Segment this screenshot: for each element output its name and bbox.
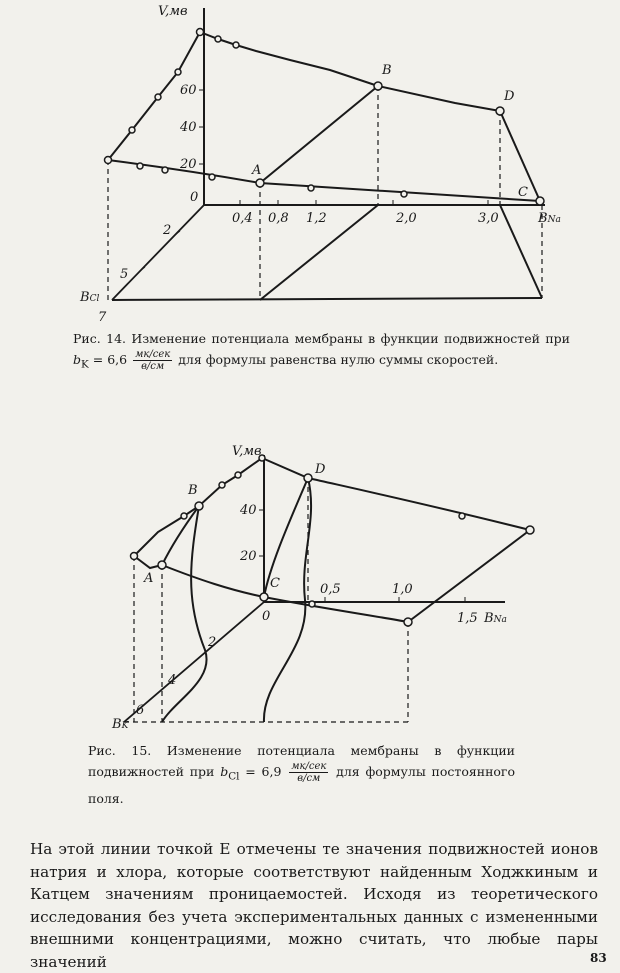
fig15-bk-letter: B	[112, 717, 122, 732]
fig15-x-tick-label: 1,5	[457, 611, 478, 626]
body-paragraph: На этой линии точкой E отмечены те значения подвижностей ионов натрия и хлора, которые соответствуют найденным Ходжкиным и Катцем значениям проницаемостей. Исходя из теоретического исследования без учета экспериментальных данных с измененными внешними концентрациями, можно считать, что любые пары значений	[30, 840, 598, 971]
fig14-data-point	[308, 185, 314, 191]
fig14-v-tick-label: 40	[180, 120, 197, 135]
fig14-depth-tick-label: 2	[163, 223, 172, 238]
fig14-depth-tick-label: 5	[120, 267, 129, 282]
fig14-x-tick-label: 3,0	[478, 211, 499, 226]
fig15-data-point	[309, 601, 315, 607]
fig14-data-point	[401, 191, 407, 197]
fig14-point-a-label: A	[252, 163, 262, 178]
fig15-data-point	[219, 482, 225, 488]
fig15-v-axis-label: V,мв	[232, 444, 262, 459]
fig14-caption-text: Рис. 14. Изменение потенциала мембраны в функции подвижностей при	[73, 331, 570, 346]
fig15-point-a-label: A	[144, 571, 154, 586]
fig14-data-point	[215, 36, 221, 42]
fig15-v-tick-label: 20	[240, 549, 257, 564]
fig15-v-tick-label: 40	[240, 503, 257, 518]
fig14-caption-den: в/см	[141, 361, 165, 372]
fig15-line-right	[408, 530, 530, 622]
fig14-point-d	[496, 107, 504, 115]
fig15-v-tick-label: 0	[262, 609, 271, 624]
fig14-point-c	[536, 197, 544, 205]
fig15-point-c	[260, 593, 268, 601]
fig14-data-point	[209, 174, 215, 180]
fig14-point-a	[256, 179, 264, 187]
fig15-curve-left	[134, 506, 199, 568]
fig14-bcl-axis-label	[79, 290, 99, 305]
fig14-bna-letter: B	[538, 211, 548, 226]
fig14-data-point	[105, 157, 112, 164]
fig14-bcl-axis	[112, 205, 204, 300]
fig15-caption-num: мк/сек	[291, 761, 327, 772]
fig15-data-point	[404, 618, 412, 626]
fig15-curve-dc-front	[264, 478, 311, 722]
fig14-v-tick-label: 60	[180, 83, 197, 98]
fig15-bna-subscript: Na	[493, 615, 507, 625]
fig14-caption-var: b	[73, 352, 82, 367]
fig14-bna-axis-label	[537, 211, 561, 226]
fig15-point-d-label: D	[315, 462, 326, 477]
fig15-bna-letter: B	[484, 611, 494, 626]
fig15-point-c-label: C	[270, 576, 280, 591]
fig14-depth-tick-label: 7	[98, 310, 107, 325]
fig14-bna-subscript: Na	[547, 215, 561, 225]
fig14-front-bottom	[112, 298, 542, 300]
fig15-depth-tick-label: 4	[168, 673, 177, 688]
fig14-point-b-label: B	[382, 63, 392, 78]
fig15-bk-subscript: K	[121, 721, 129, 731]
fig15-x-tick-label: 0,5	[320, 582, 341, 597]
fig15-data-point	[526, 526, 534, 534]
fig14-v-axis-label: V,мв	[158, 4, 188, 19]
fig15-bk-axis	[124, 602, 264, 722]
fig15-bna-axis-label	[483, 611, 507, 626]
fig14-point-d-label: D	[504, 89, 515, 104]
fig14-point-b	[374, 82, 382, 90]
fig15-point-d	[304, 474, 312, 482]
fig15-caption-var: b	[220, 764, 229, 779]
fig15-caption-text: Рис. 15. Изменение потенциала мембраны в функции подвижностей при	[88, 743, 515, 779]
fig14-data-point	[175, 69, 181, 75]
fig14-caption-var-sub: K	[81, 358, 89, 371]
fig14-bcl-subscript: Cl	[89, 294, 100, 304]
fig14-data-point	[129, 127, 135, 133]
fig14-v-tick-label: 20	[180, 157, 197, 172]
fig15-point-b-label: B	[188, 483, 198, 498]
fig15-caption-var-sub: Cl	[228, 770, 240, 783]
fig14-x-tick-label: 2,0	[396, 211, 417, 226]
fig15-caption-den: в/см	[297, 773, 321, 784]
fig14-data-point	[197, 29, 204, 36]
fig14-x-tick-label: 0,4	[232, 211, 253, 226]
fig14-caption-num: мк/сек	[135, 349, 171, 360]
fig15-data-point	[131, 553, 138, 560]
fig15-caption-fraction	[289, 761, 328, 784]
fig14-data-point	[137, 163, 143, 169]
fig14-line-ab	[260, 86, 378, 183]
fig14-caption-eq: = 6,6	[92, 352, 128, 367]
fig14-data-point	[233, 42, 239, 48]
figure-15-caption	[88, 740, 515, 809]
fig14-v-tick-label: 0	[190, 190, 199, 205]
fig15-point-a	[158, 561, 166, 569]
fig14-curve-a-line	[108, 160, 540, 201]
fig15-data-point	[459, 513, 465, 519]
fig15-caption-text-end: для формулы постоянного поля.	[88, 764, 515, 806]
fig15-x-tick-label: 1,0	[392, 582, 413, 597]
fig15-point-b	[195, 502, 203, 510]
fig14-point-c-label: C	[518, 185, 528, 200]
page-number: 83	[590, 951, 607, 965]
fig14-x-tick-label: 1,2	[306, 211, 327, 226]
fig15-depth-tick-label: 6	[136, 703, 145, 718]
fig15-curve-ac	[162, 565, 408, 622]
figure-14	[105, 8, 546, 300]
fig14-x-tick-label: 0,8	[268, 211, 289, 226]
fig14-bcl-letter: B	[80, 290, 90, 305]
fig15-data-point	[181, 513, 187, 519]
fig15-data-point	[235, 472, 241, 478]
fig14-caption-fraction	[133, 349, 172, 372]
fig14-curve-top	[200, 32, 500, 111]
fig15-caption-eq: = 6,9	[245, 764, 282, 779]
fig14-caption-text-end: для формулы равенства нулю суммы скоростей.	[178, 352, 499, 367]
figure-14-caption	[73, 328, 570, 376]
fig15-depth-tick-label: 2	[208, 635, 217, 650]
fig14-data-point	[162, 167, 168, 173]
fig14-data-point	[155, 94, 161, 100]
fig15-front-curve	[162, 506, 207, 722]
fig14-front-diag-c	[500, 205, 542, 298]
